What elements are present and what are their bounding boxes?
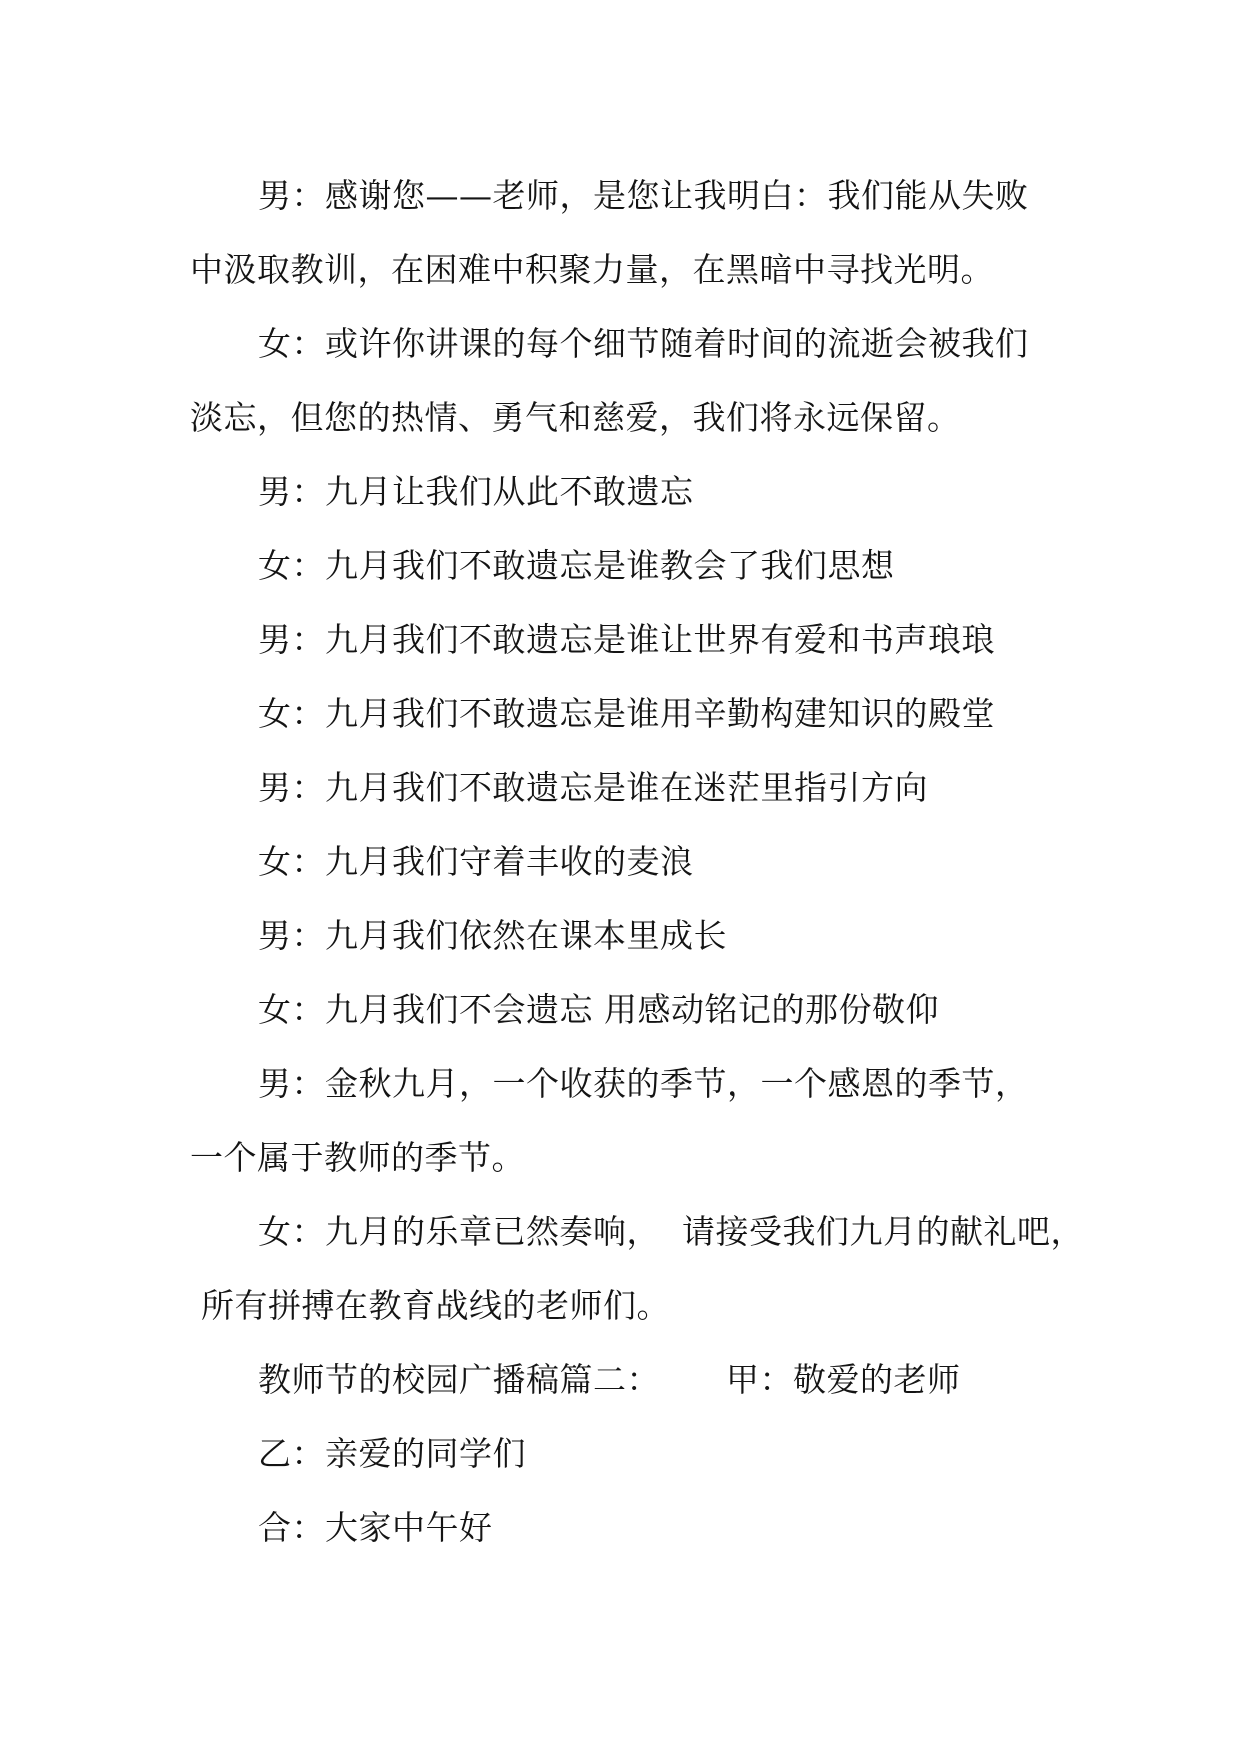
text-line: 教师节的校园广播稿篇二： 甲：敬爱的老师 — [258, 1360, 961, 1399]
text-line: 男：九月我们依然在课本里成长 — [258, 916, 727, 955]
text-line: 乙：亲爱的同学们 — [258, 1434, 526, 1473]
text-line: 所有拼搏在教育战线的老师们。 — [190, 1286, 670, 1325]
text-line: 男：金秋九月，一个收获的季节，一个感恩的季节， — [258, 1064, 1029, 1103]
text-line: 合：大家中午好 — [258, 1508, 493, 1547]
text-line: 女：九月的乐章已然奏响， 请接受我们九月的献礼吧， — [258, 1212, 1084, 1251]
text-line: 女：九月我们守着丰收的麦浪 — [258, 842, 694, 881]
text-line: 女：九月我们不敢遗忘是谁教会了我们思想 — [258, 546, 895, 585]
text-line: 男：感谢您——老师，是您让我明白：我们能从失败 — [258, 176, 1029, 215]
text-line: 男：九月让我们从此不敢遗忘 — [258, 472, 694, 511]
text-line: 一个属于教师的季节。 — [190, 1138, 525, 1177]
text-line: 女：或许你讲课的每个细节随着时间的流逝会被我们 — [258, 324, 1029, 363]
text-line: 女：九月我们不敢遗忘是谁用辛勤构建知识的殿堂 — [258, 694, 995, 733]
text-line: 男：九月我们不敢遗忘是谁让世界有爱和书声琅琅 — [258, 620, 995, 659]
text-line: 淡忘，但您的热情、勇气和慈爱，我们将永远保留。 — [190, 398, 961, 437]
text-line: 中汲取教训，在困难中积聚力量，在黑暗中寻找光明。 — [190, 250, 994, 289]
text-line: 女：九月我们不会遗忘 用感动铭记的那份敬仰 — [258, 990, 939, 1029]
text-line: 男：九月我们不敢遗忘是谁在迷茫里指引方向 — [258, 768, 928, 807]
